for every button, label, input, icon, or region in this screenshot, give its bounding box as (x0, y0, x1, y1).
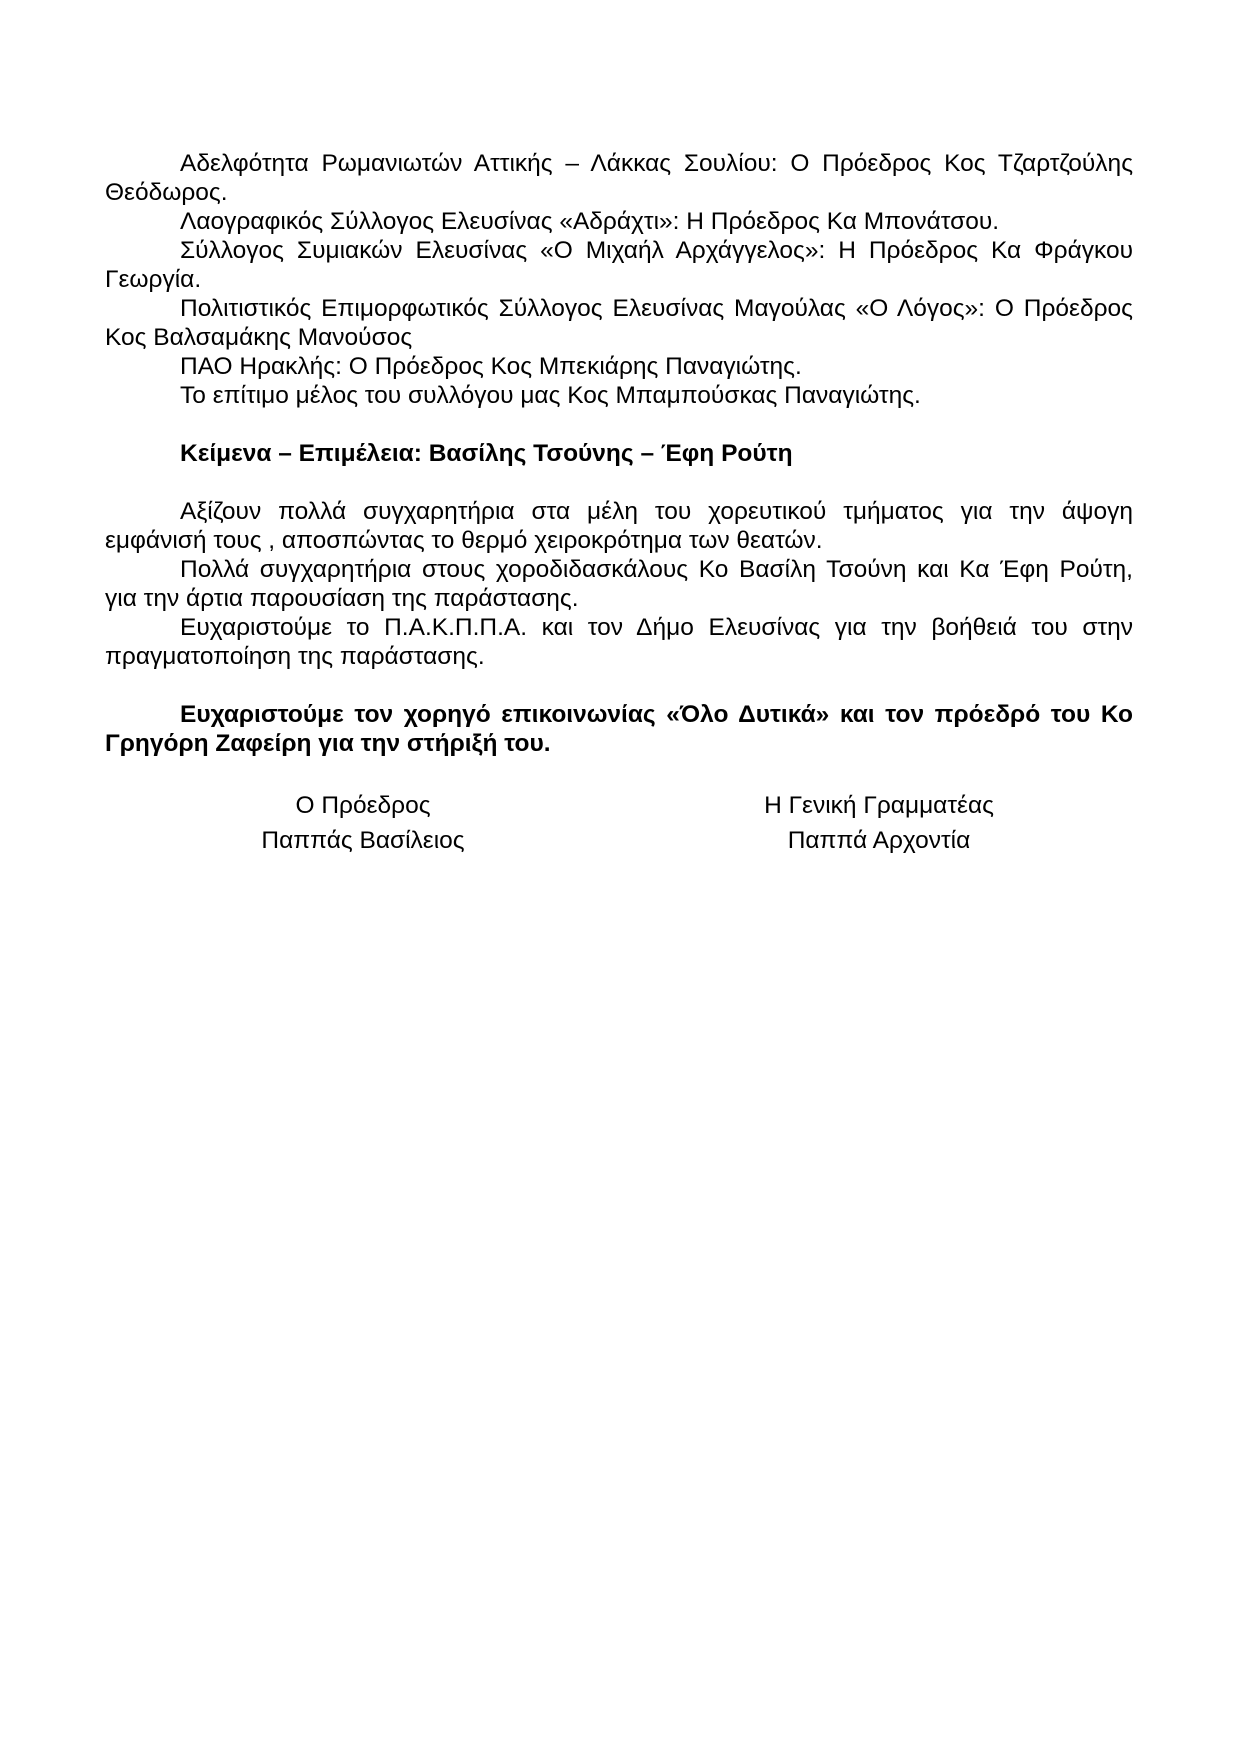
paragraph-thanks-municipality: Ευχαριστούμε το Π.Α.Κ.Π.Π.Α. και τον Δήμο Ελευσίνας για την βοήθειά του στην πραγματοποίηση της παράστασης. (105, 614, 1133, 670)
spacer (105, 671, 1133, 700)
paragraph-symiakon: Σύλλογος Συμιακών Ελευσίνας «Ο Μιχαήλ Αρχάγγελος»: Η Πρόεδρος Κα Φράγκου Γεωργία. (105, 237, 1133, 293)
paragraph-logos: Πολιτιστικός Επιμορφωτικός Σύλλογος Ελευσίνας Μαγούλας «Ο Λόγος»: Ο Πρόεδρος Κος Βαλσαμάκης Μανούσος (105, 295, 1133, 351)
signature-name: Παππά Αρχοντία (787, 827, 971, 854)
paragraph-congratulations-teachers: Πολλά συγχαρητήρια στους χοροδιδασκάλους Κο Βασίλη Τσούνη και Κα Έφη Ρούτη, για την άρτια παρουσίαση της παράστασης. (105, 556, 1133, 612)
paragraph-romaniotes: Αδελφότητα Ρωμανιωτών Αττικής – Λάκκας Σουλίου: Ο Πρόεδρος Κος Τζαρτζούλης Θεόδωρος. (105, 150, 1133, 206)
signature-president (173, 788, 553, 858)
spacer (105, 410, 1133, 439)
paragraph-adrachti: Λαογραφικός Σύλλογος Ελευσίνας «Αδράχτι»: Η Πρόεδρος Κα Μπονάτσου. (180, 208, 1000, 235)
signature-name: Παππάς Βασίλειος (261, 827, 465, 854)
paragraph-pao-iraklis: ΠΑΟ Ηρακλής: Ο Πρόεδρος Κος Μπεκιάρης Παναγιώτης. (180, 353, 802, 380)
document-body (105, 149, 1133, 758)
sponsor-thanks: Ευχαριστούμε τον χορηγό επικοινωνίας «Όλο Δυτικά» και τον πρόεδρό του Κο Γρηγόρη Ζαφείρη για την στήριξή του. (105, 701, 1133, 757)
spacer (105, 468, 1133, 497)
credits-heading: Κείμενα – Επιμέλεια: Βασίλης Τσούνης – Έφη Ρούτη (180, 440, 793, 467)
signature-title: Η Γενική Γραμματέας (764, 792, 994, 819)
signature-title: Ο Πρόεδρος (295, 792, 431, 819)
paragraph-congratulations-dancers: Αξίζουν πολλά συγχαρητήρια στα μέλη του χορευτικού τμήματος για την άψογη εμφάνισή τους , αποσπώντας το θερμό χειροκρότημα των θεατών. (105, 498, 1133, 554)
signature-secretary (689, 788, 1069, 858)
paragraph-honorary-member: Το επίτιμο μέλος του συλλόγου μας Κος Μπαμπούσκας Παναγιώτης. (180, 382, 921, 409)
